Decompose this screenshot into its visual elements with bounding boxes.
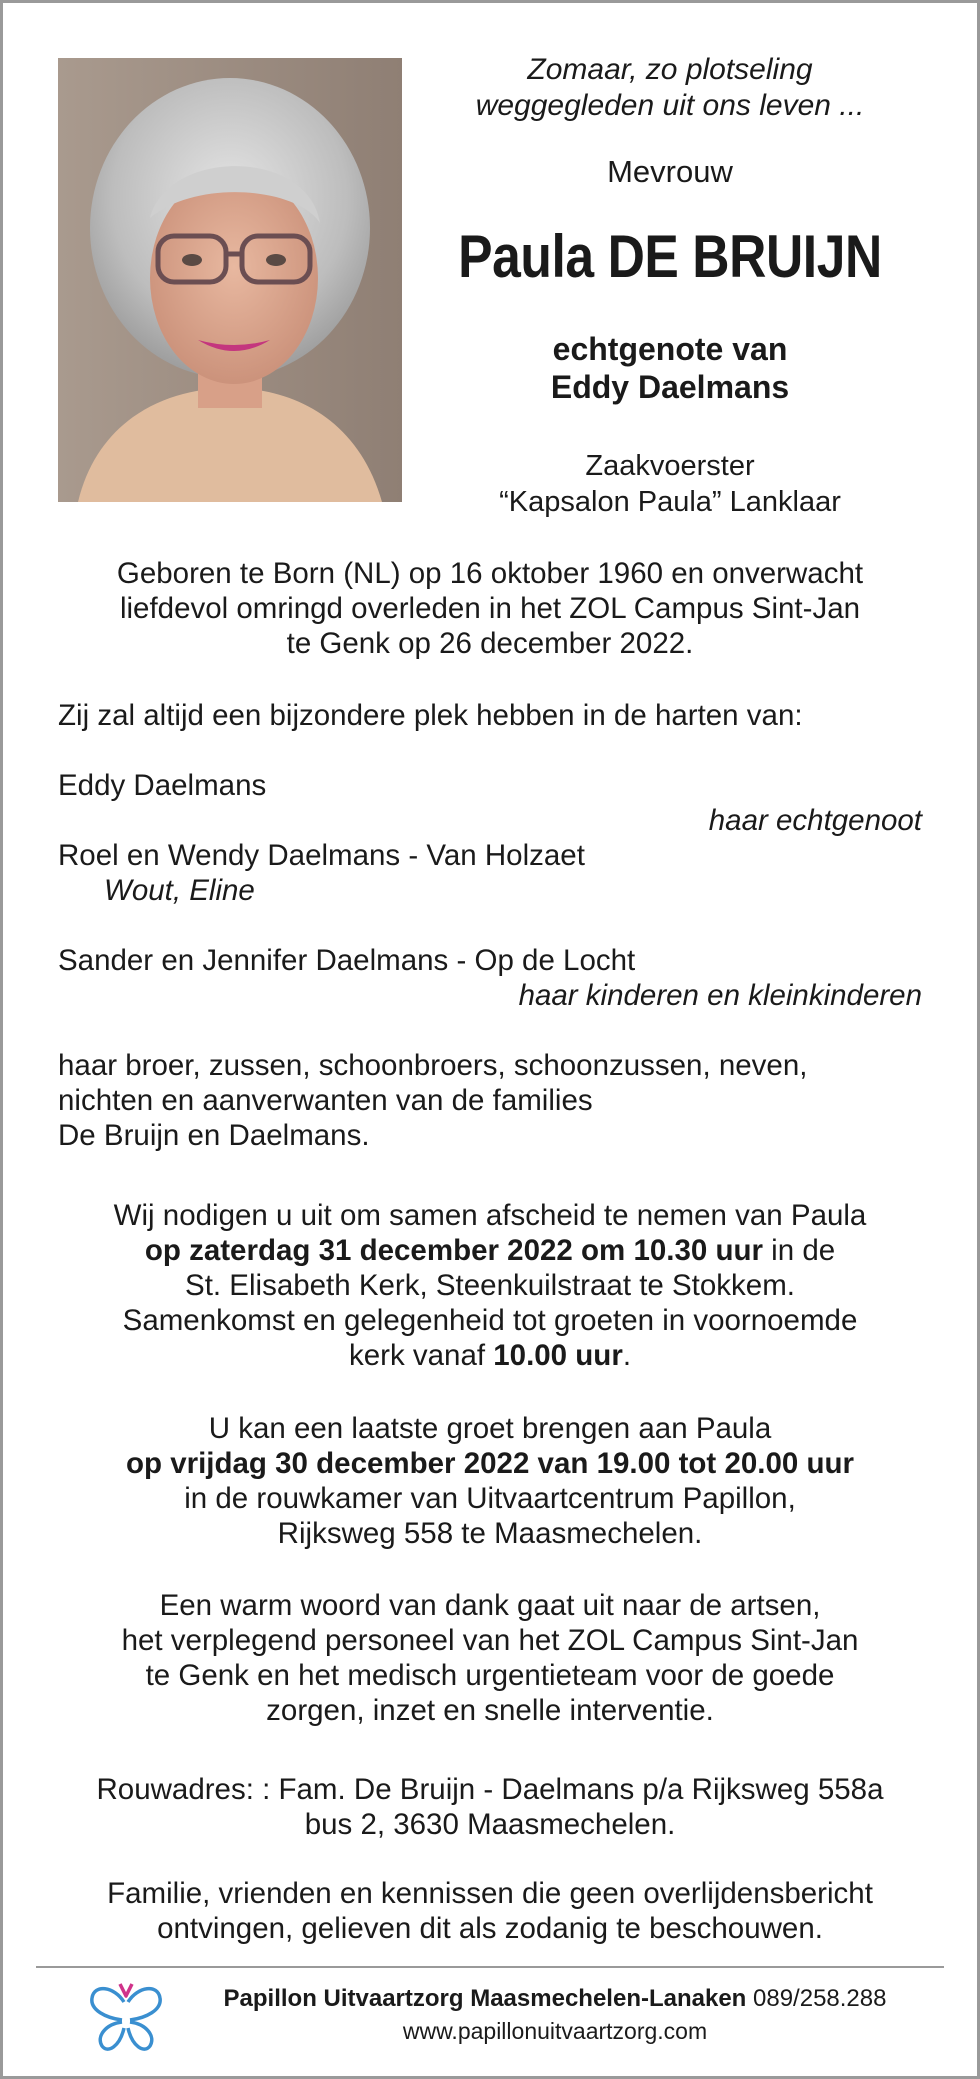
text-fragment: .: [622, 1339, 632, 1372]
family-others: [58, 1048, 922, 1153]
text-line: nichten en aanverwanten van de families: [58, 1084, 593, 1117]
company-name: Papillon Uitvaartzorg Maasmechelen-Lanaken: [223, 1985, 747, 2012]
butterfly-icon: [84, 1976, 168, 2060]
family-child: Sander en Jennifer Daelmans - Op de Locht: [58, 944, 636, 977]
profession-line: Zaakvoerster: [585, 450, 755, 482]
text-line: haar broer, zussen, schoonbroers, schoonzussen, neven,: [58, 1049, 808, 1082]
text-line: liefdevol omringd overleden in het ZOL Campus Sint-Jan: [119, 592, 861, 625]
mourning-address: [58, 1772, 922, 1842]
text-line: [58, 1338, 922, 1373]
text-line: Geboren te Born (NL) op 16 oktober 1960 en onverwacht: [116, 557, 864, 590]
text-fragment: in de: [762, 1234, 836, 1267]
text-line: [58, 1446, 922, 1481]
quote-line: Zomaar, zo plotseling: [527, 53, 813, 86]
visitation-date: op vrijdag 30 december 2022 van 19.00 tot 20.00 uur: [125, 1447, 854, 1480]
deceased-name: Paula DE BRUIJN: [458, 223, 882, 290]
text-line: Wij nodigen u uit om samen afscheid te nemen van Paula: [113, 1199, 867, 1232]
profession: [420, 448, 920, 520]
spouse-relation: [420, 330, 920, 406]
text-line: zorgen, inzet en snelle interventie.: [266, 1694, 714, 1727]
ceremony-paragraph: [58, 1198, 922, 1373]
text-line: Familie, vrienden en kennissen die geen overlijdensbericht: [107, 1877, 873, 1910]
company-website[interactable]: www.papillonuitvaartzorg.com: [402, 2018, 708, 2044]
text-line: in de rouwkamer van Uitvaartcentrum Papillon,: [184, 1482, 796, 1515]
text-line: het verplegend personeel van het ZOL Campus Sint-Jan: [121, 1624, 859, 1657]
text-line: Een warm woord van dank gaat uit naar de artsen,: [159, 1589, 821, 1622]
visitation-paragraph: [58, 1411, 922, 1551]
text-line: [58, 1233, 922, 1268]
text-line: te Genk en het medisch urgentieteam voor de goede: [145, 1659, 835, 1692]
family-spouse-role: haar echtgenoot: [708, 804, 922, 837]
company-phone: 089/258.288: [746, 1985, 887, 2012]
relation-line: echtgenote van: [552, 331, 788, 367]
family-children-role: haar kinderen en kleinkinderen: [518, 979, 922, 1012]
footer-company-line: [160, 1984, 950, 2014]
footer-divider: [36, 1966, 944, 1968]
relation-line: Eddy Daelmans: [550, 369, 790, 405]
honorific-title: Mevrouw: [607, 154, 733, 189]
family-spouse: Eddy Daelmans: [58, 769, 267, 802]
text-line: ontvingen, gelieven dit als zodanig te beschouwen.: [157, 1912, 823, 1945]
text-line: bus 2, 3630 Maasmechelen.: [304, 1808, 676, 1841]
thanks-paragraph: [58, 1588, 922, 1728]
notice-paragraph: [58, 1876, 922, 1946]
text-fragment: kerk vanaf: [348, 1339, 494, 1372]
profession-line: “Kapsalon Paula” Lanklaar: [499, 486, 841, 518]
quote-line: weggegleden uit ons leven ...: [475, 89, 865, 122]
portrait-photo: [58, 58, 402, 502]
family-grandchildren: Wout, Eline: [104, 874, 255, 907]
text-line: te Genk op 26 december 2022.: [286, 627, 694, 660]
text-line: U kan een laatste groet brengen aan Paula: [208, 1412, 772, 1445]
ceremony-date: op zaterdag 31 december 2022 om 10.30 uur: [144, 1234, 763, 1267]
text-line: St. Elisabeth Kerk, Steenkuilstraat te Stokkem.: [185, 1269, 795, 1302]
opening-quote: [420, 52, 920, 124]
birth-death-paragraph: [58, 556, 922, 661]
family-intro: Zij zal altijd een bijzondere plek hebben in de harten van:: [58, 699, 803, 732]
text-line: Rouwadres: : Fam. De Bruijn - Daelmans p/a Rijksweg 558a: [96, 1773, 884, 1806]
ceremony-gathering-time: 10.00 uur: [493, 1339, 623, 1372]
family-child: Roel en Wendy Daelmans - Van Holzaet: [58, 839, 585, 872]
text-line: Rijksweg 558 te Maasmechelen.: [277, 1517, 703, 1550]
text-line: De Bruijn en Daelmans.: [58, 1119, 370, 1152]
text-line: Samenkomst en gelegenheid tot groeten in voornoemde: [122, 1304, 858, 1337]
